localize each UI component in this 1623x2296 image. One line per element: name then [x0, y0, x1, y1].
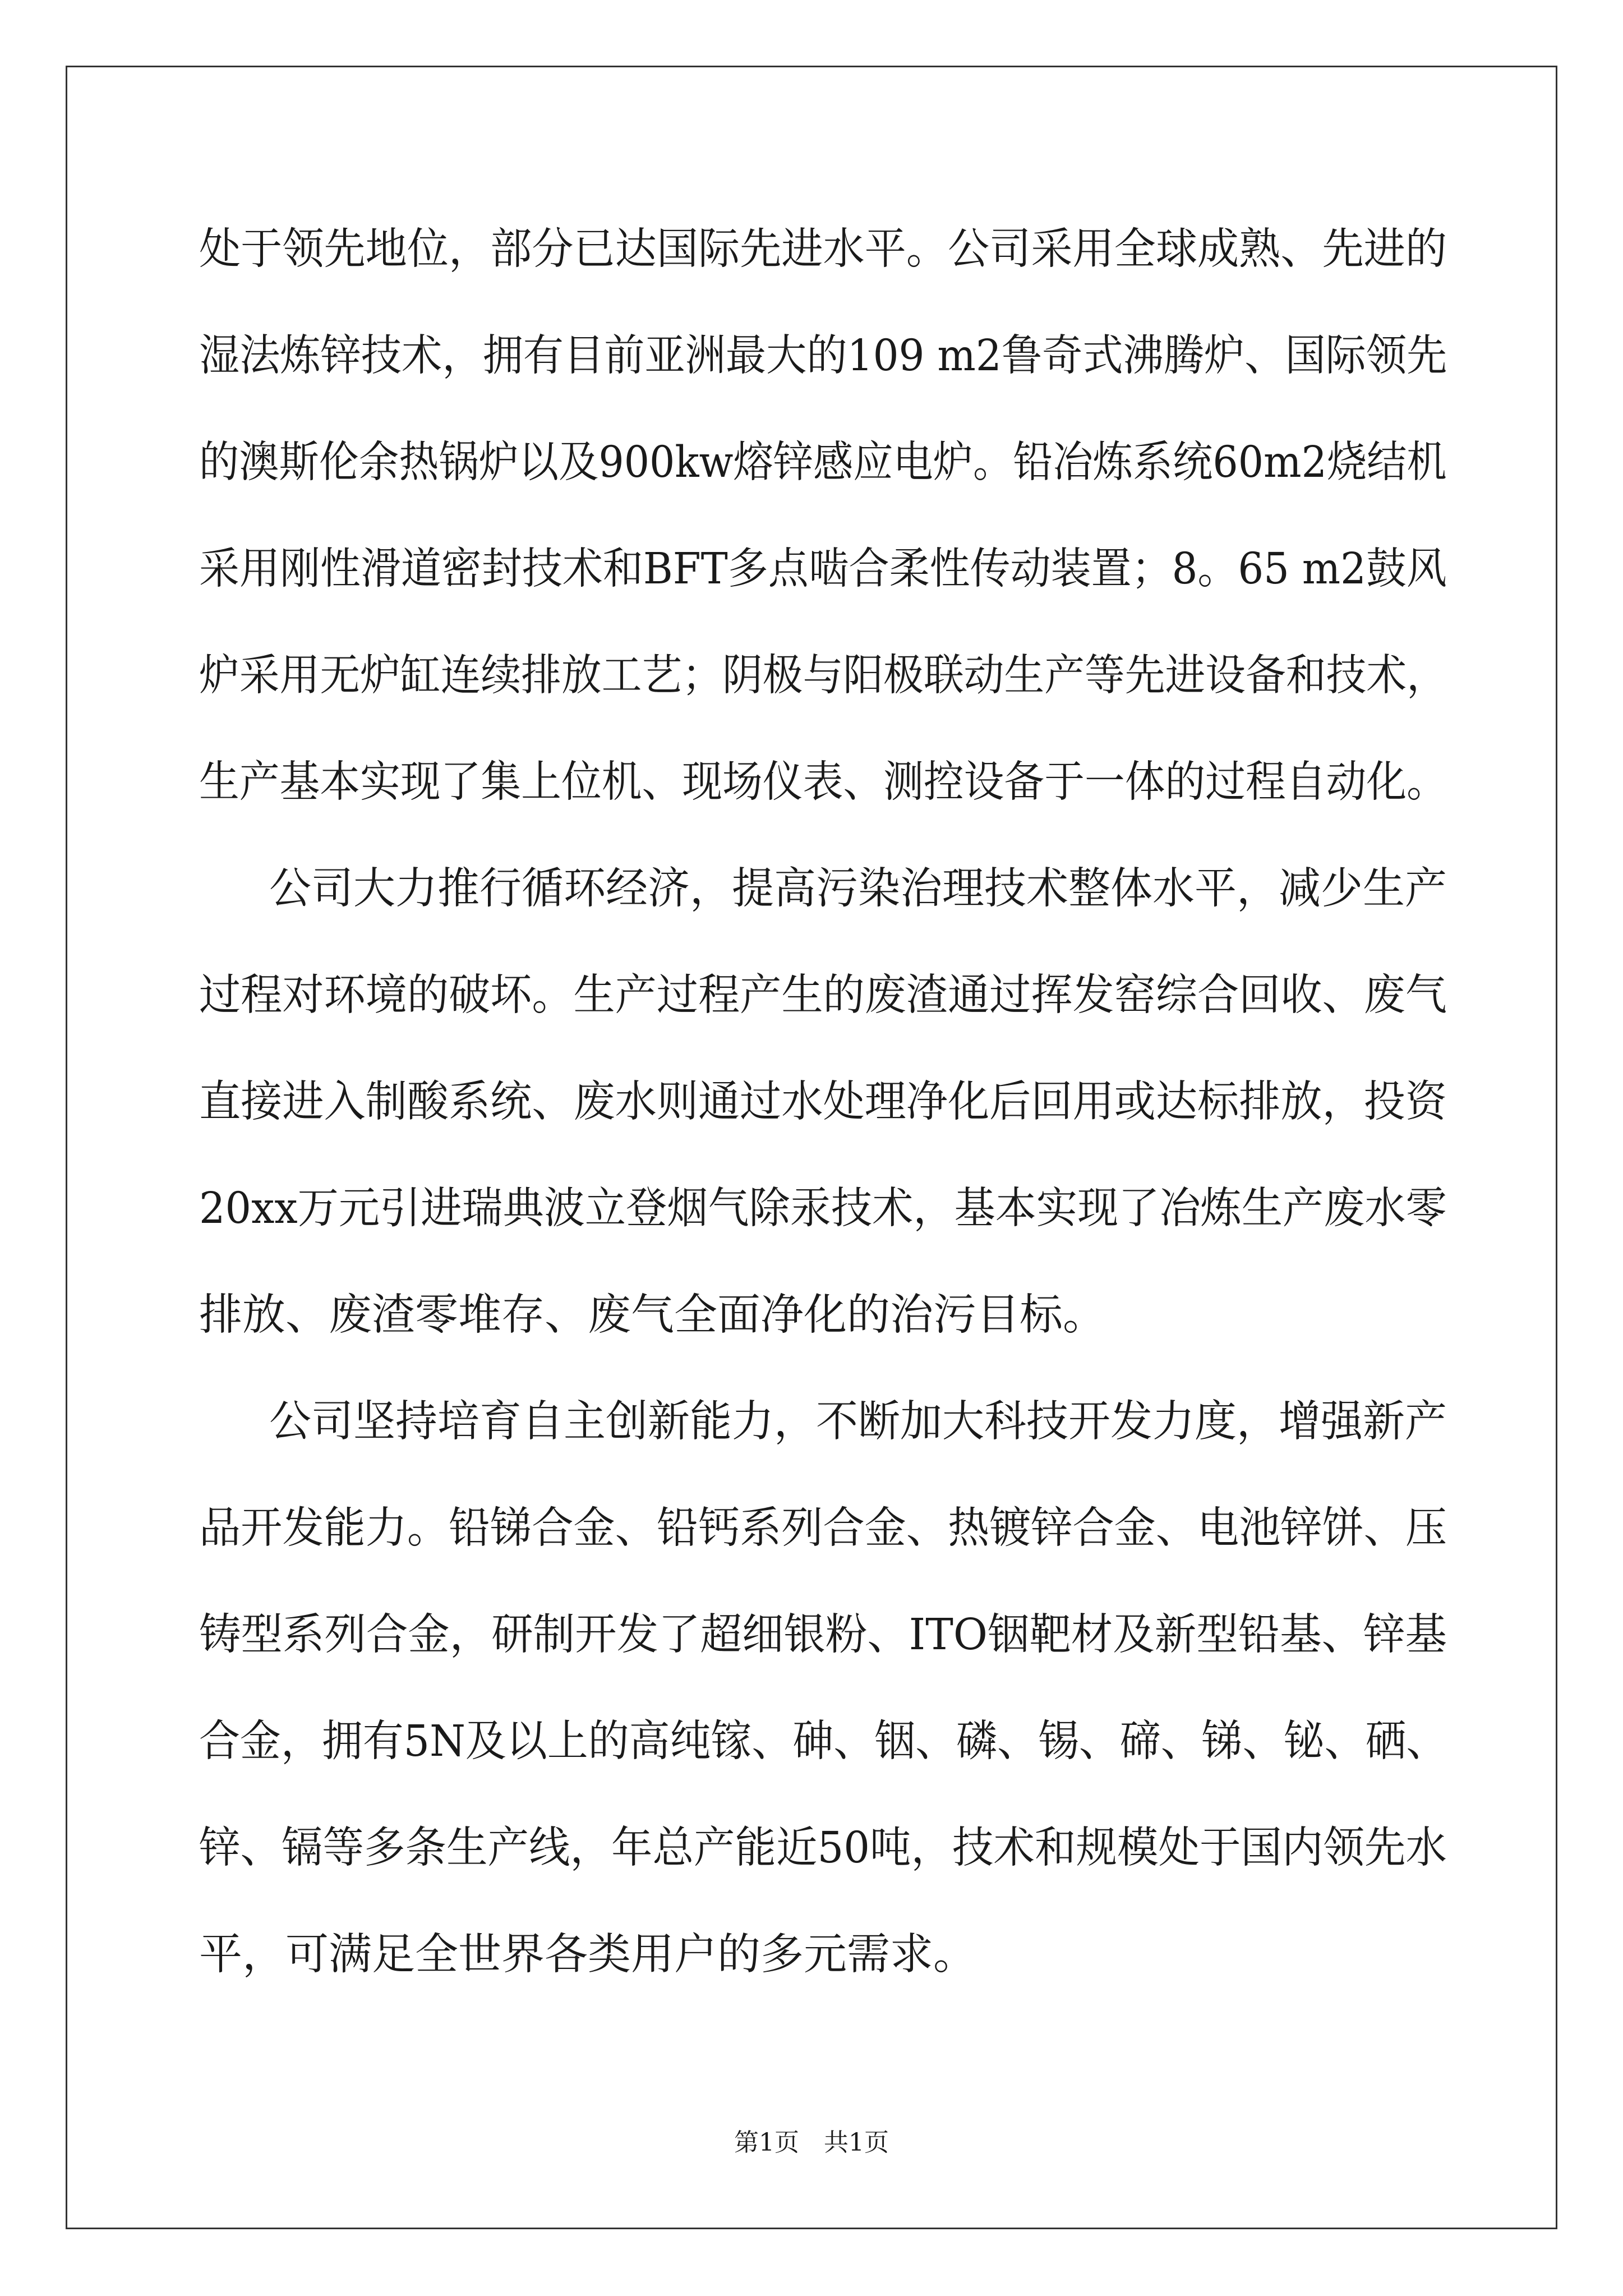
text-line: 的澳斯伦余热锅炉以及900kw熔锌感应电炉。铅冶炼系统60m2烧结机	[199, 438, 1447, 487]
text-line: 过程对环境的破坏。生产过程产生的废渣通过挥发窑综合回收、废气	[199, 970, 1447, 1020]
text-line: 处于领先地位，部分已达国际先进水平。公司采用全球成熟、先进的	[199, 224, 1447, 274]
text-line: 采用刚性滑道密封技术和BFT多点啮合柔性传动装置；8。65 m2鼓风	[199, 544, 1447, 594]
text-line: 铸型系列合金，研制开发了超细银粉、ITO铟靶材及新型铅基、锌基	[199, 1610, 1447, 1660]
text-line: 锌、镉等多条生产线，年总产能近50吨，技术和规模处于国内领先水	[199, 1823, 1447, 1873]
text-line: 合金，拥有5N及以上的高纯镓、砷、铟、磷、锡、碲、锑、铋、硒、	[199, 1717, 1447, 1766]
page-number-footer: 第1页 共1页	[734, 2128, 889, 2157]
text-line: 直接进入制酸系统、废水则通过水处理净化后回用或达标排放，投资	[199, 1077, 1447, 1127]
text-line: 20xx万元引进瑞典波立登烟气除汞技术，基本实现了冶炼生产废水零	[199, 1184, 1447, 1234]
page-border	[66, 66, 1557, 2229]
text-line: 湿法炼锌技术，拥有目前亚洲最大的109 m2鲁奇式沸腾炉、国际领先	[199, 331, 1447, 381]
text-line: 公司大力推行循环经济，提高污染治理技术整体水平，减少生产	[269, 864, 1447, 914]
text-line: 炉采用无炉缸连续排放工艺；阴极与阳极联动生产等先进设备和技术，	[199, 651, 1447, 701]
text-line: 生产基本实现了集上位机、现场仪表、测控设备于一体的过程自动化。	[199, 757, 1447, 807]
text-line: 平，可满足全世界各类用户的多元需求。	[199, 1930, 976, 1980]
text-line: 排放、废渣零堆存、废气全面净化的治污目标。	[199, 1290, 1106, 1340]
text-line: 品开发能力。铅锑合金、铅钙系列合金、热镀锌合金、电池锌饼、压	[199, 1503, 1447, 1553]
text-line: 公司坚持培育自主创新能力，不断加大科技开发力度，增强新产	[269, 1397, 1447, 1447]
